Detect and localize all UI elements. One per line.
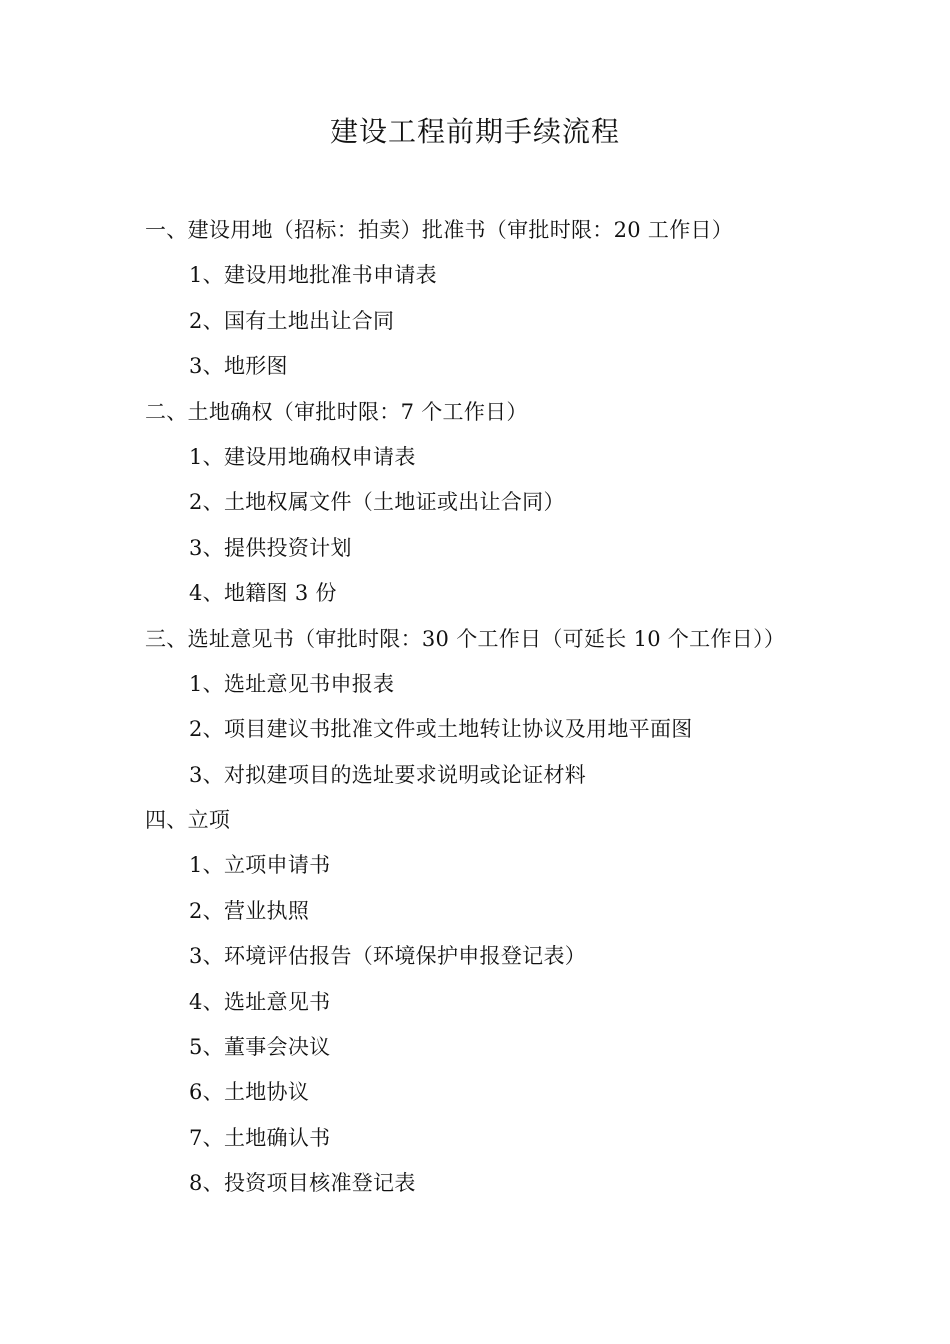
list-item: 1、选址意见书申报表 xyxy=(189,671,395,696)
list-item: 7、土地确认书 xyxy=(189,1125,331,1150)
list-item: 2、国有土地出让合同 xyxy=(189,308,395,333)
section-heading: 二、土地确权（审批时限：7 个工作日） xyxy=(145,399,528,424)
list-item: 2、土地权属文件（土地证或出让合同） xyxy=(189,490,565,515)
list-item: 1、建设用地批准书申请表 xyxy=(189,263,437,288)
list-item: 3、提供投资计划 xyxy=(189,535,352,560)
section-land-approval xyxy=(145,208,925,390)
list-item: 4、选址意见书 xyxy=(189,989,331,1014)
list-item: 2、项目建议书批准文件或土地转让协议及用地平面图 xyxy=(189,717,693,742)
list-item: 1、建设用地确权申请表 xyxy=(189,444,416,469)
section-heading: 四、立项 xyxy=(145,808,231,833)
section-project-approval xyxy=(145,798,925,1207)
list-item: 3、对拟建项目的选址要求说明或论证材料 xyxy=(189,762,587,787)
list-item: 6、土地协议 xyxy=(189,1080,310,1105)
section-land-rights xyxy=(145,390,925,617)
list-item: 4、地籍图 3 份 xyxy=(189,581,337,606)
document-title: 建设工程前期手续流程 xyxy=(329,115,620,148)
list-item: 5、董事会决议 xyxy=(189,1035,331,1060)
section-heading: 一、建设用地（招标：拍卖）批准书（审批时限：20 工作日） xyxy=(145,218,734,242)
list-item: 8、投资项目核准登记表 xyxy=(189,1171,416,1196)
list-item: 3、地形图 xyxy=(189,354,288,379)
section-site-selection xyxy=(145,617,925,799)
procedure-list xyxy=(145,208,925,1207)
list-item: 1、立项申请书 xyxy=(189,853,331,878)
section-heading: 三、选址意见书（审批时限：30 个工作日（可延长 10 个工作日）） xyxy=(145,626,786,651)
list-item: 2、营业执照 xyxy=(189,898,310,923)
list-item: 3、环境评估报告（环境保护申报登记表） xyxy=(189,944,587,969)
